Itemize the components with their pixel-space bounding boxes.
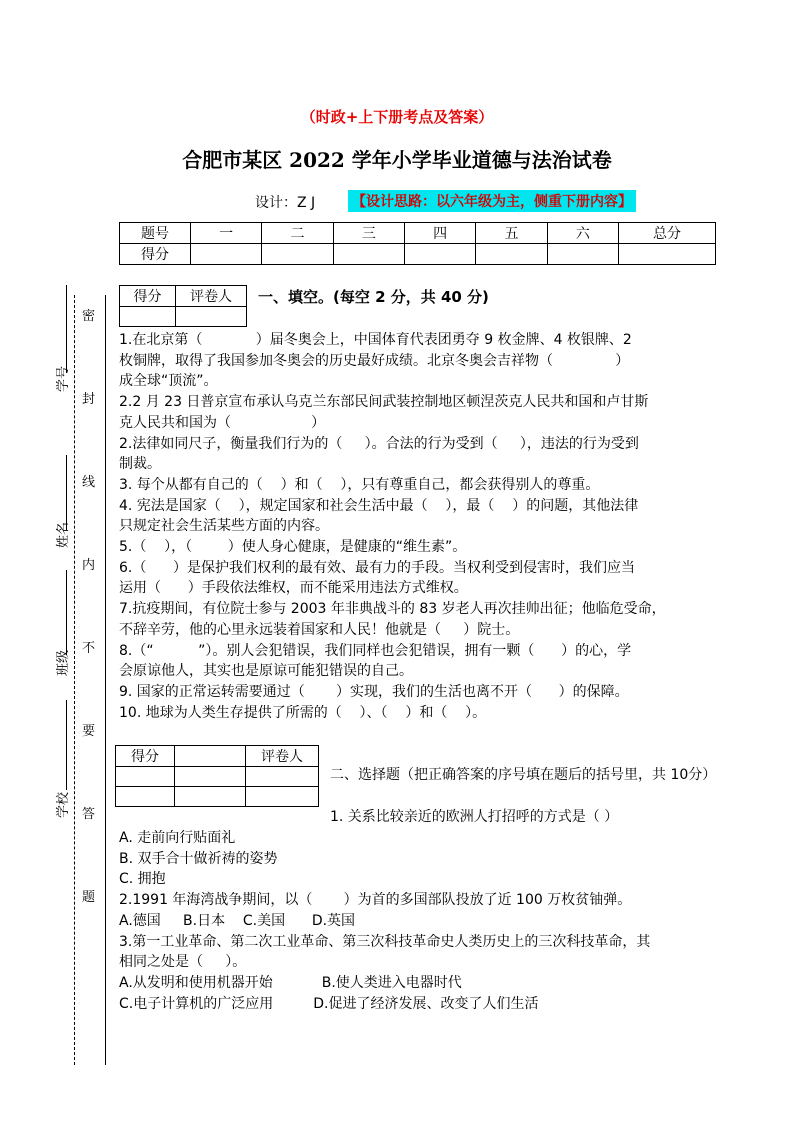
score-table-cell: 三 xyxy=(333,223,404,244)
class-line[interactable] xyxy=(66,570,67,655)
score-table-score-row xyxy=(120,244,716,265)
grader-score-label: 得分 xyxy=(120,286,176,307)
exam-subtitle: （时政+上下册考点及答案） xyxy=(300,108,494,126)
name-label: 姓名 xyxy=(56,521,71,548)
score-blank xyxy=(404,244,475,265)
student-id-line[interactable] xyxy=(66,285,67,373)
seal-char: 线 xyxy=(82,475,96,490)
question-line: 5.（ ），（ ）使人身心健康，是健康的“维生素”。 xyxy=(119,539,467,556)
question-line: 6.（ ）是保护我们权利的最有效、最有力的手段。当权利受到侵害时，我们应当 xyxy=(119,559,636,576)
seal-char: 答 xyxy=(82,807,96,822)
grader-blank xyxy=(175,746,246,767)
question-line: 1.在北京第（ ）届冬奥会上，中国体育代表团勇夺 9 枚金牌、4 枚银牌、2 xyxy=(119,332,632,348)
score-table-cell: 五 xyxy=(476,223,547,244)
score-table xyxy=(119,222,716,265)
grader-score-label: 得分 xyxy=(116,746,175,767)
question-line: 枚铜牌，取得了我国参加冬奥会的历史最好成绩。北京冬奥会吉祥物（ ） xyxy=(119,352,630,369)
grader-blank xyxy=(175,767,246,787)
score-table-cell: 得分 xyxy=(120,244,191,265)
question-line: 运用（ ）手段依法维权，而不能采用违法方式维权。 xyxy=(119,580,468,597)
score-blank xyxy=(333,244,404,265)
question-line: A.德国 B.日本 C.美国 D.英国 xyxy=(119,912,356,929)
design-idea-badge: 【设计思路：以六年级为主，侧重下册内容】 xyxy=(348,190,636,212)
grader-blank xyxy=(116,767,175,787)
question-line: 只规定社会生活某些方面的内容。 xyxy=(119,518,329,535)
grader-blank xyxy=(246,767,319,787)
question-line: 10. 地球为人类生存提供了所需的（ ）、（ ）和（ ）。 xyxy=(119,704,487,721)
question-line: 9. 国家的正常运转需要通过（ ）实现，我们的生活也离不开（ ）的保障。 xyxy=(119,683,629,700)
section1-heading: 一、填空。(每空 2 分，共 40 分) xyxy=(258,288,489,306)
name-line[interactable] xyxy=(66,455,67,530)
section1-grader-box xyxy=(119,285,247,327)
section1-questions xyxy=(119,330,729,723)
grader-name-label: 评卷人 xyxy=(246,746,319,767)
score-blank xyxy=(619,244,716,265)
question-line: 2.1991 年海湾战争期间，以（ ）为首的多国部队投放了近 100 万枚贫铀弹。 xyxy=(119,892,632,909)
question-line: 3. 每个从都有自己的（ ）和（ ），只有尊重自己，都会获得别人的尊重。 xyxy=(119,476,600,493)
question-line: 7.抗疫期间，有位院士参与 2003 年非典战斗的 83 岁老人再次挂帅出征；他临危受命， xyxy=(119,601,666,618)
seal-dashed-line xyxy=(74,295,75,1065)
score-table-cell: 四 xyxy=(404,223,475,244)
grader-blank xyxy=(175,787,246,807)
seal-char: 不 xyxy=(82,641,96,656)
grader-blank xyxy=(176,307,247,327)
section2-heading: 二、选择题（把正确答案的序号填在题后的括号里，共 10分） xyxy=(330,767,717,783)
grader-blank xyxy=(120,307,176,327)
grader-name-label: 评卷人 xyxy=(176,286,247,307)
question-line: 2.法律如同尺子，衡量我们行为的（ ）。合法的行为受到（ ），违法的行为受到 xyxy=(119,435,639,452)
question-line: 相同之处是（ ）。 xyxy=(119,954,247,971)
score-blank xyxy=(191,244,262,265)
question-line: 制裁。 xyxy=(119,456,161,473)
question-line: 4. 宪法是国家（ ），规定国家和社会生活中最（ ），最（ ）的问题，其他法律 xyxy=(119,497,639,514)
question-line: 成全球“顶流”。 xyxy=(119,373,218,390)
question-line: 不辞辛劳，他的心里永远装着国家和人民！他就是（ ）院士。 xyxy=(119,621,520,638)
question-line: C.电子计算机的广泛应用 D.促进了经济发展、改变了人们生活 xyxy=(119,995,539,1012)
seal-char: 题 xyxy=(82,890,96,905)
question-line: 克人民共和国为（ ） xyxy=(119,414,326,431)
student-id-label: 学号 xyxy=(56,365,71,392)
grader-blank xyxy=(116,787,175,807)
class-label: 班级 xyxy=(56,649,71,676)
seal-char: 内 xyxy=(82,558,96,573)
question-line: A. 走前向行贴面礼 xyxy=(119,830,236,846)
question-line: 8.（“ ”）。别人会犯错误，我们同样也会犯错误，拥有一颗（ ）的心，学 xyxy=(119,642,632,659)
school-label: 学校 xyxy=(56,791,71,818)
score-blank xyxy=(547,244,618,265)
seal-char: 封 xyxy=(82,392,96,407)
exam-title: 合肥市某区 2022 学年小学毕业道德与法治试卷 xyxy=(182,148,612,172)
school-line[interactable] xyxy=(66,700,67,790)
section2-first-question: 1. 关系比较亲近的欧洲人打招呼的方式是（ ） xyxy=(330,809,619,825)
score-table-cell: 题号 xyxy=(120,223,191,244)
seal-solid-line xyxy=(105,295,106,1065)
score-table-cell: 六 xyxy=(547,223,618,244)
question-line: 会原谅他人，其实也是原谅可能犯错误的自己。 xyxy=(119,663,413,680)
seal-char: 密 xyxy=(82,309,96,324)
score-table-cell: 二 xyxy=(262,223,333,244)
grader-blank xyxy=(246,787,319,807)
section2-questions xyxy=(119,828,729,1014)
score-table-header-row xyxy=(120,223,716,244)
score-blank xyxy=(476,244,547,265)
seal-char: 要 xyxy=(82,724,96,739)
designer-line: 设计：Z J xyxy=(255,195,316,211)
question-line: 3.第一工业革命、第二次工业革命、第三次科技革命史人类历史上的三次科技革命，其 xyxy=(119,933,651,950)
score-table-cell: 一 xyxy=(191,223,262,244)
question-line: C. 拥抱 xyxy=(119,871,166,888)
question-line: A.从发明和使用机器开始 B.使人类进入电器时代 xyxy=(119,974,462,991)
score-blank xyxy=(262,244,333,265)
section2-grader-box xyxy=(115,745,319,807)
score-table-cell: 总分 xyxy=(619,223,716,244)
question-line: 2.2 月 23 日普京宣布承认乌克兰东部民间武装控制地区顿涅茨克人民共和国和卢甘斯 xyxy=(119,394,649,411)
question-line: B. 双手合十做祈祷的姿势 xyxy=(119,850,278,867)
